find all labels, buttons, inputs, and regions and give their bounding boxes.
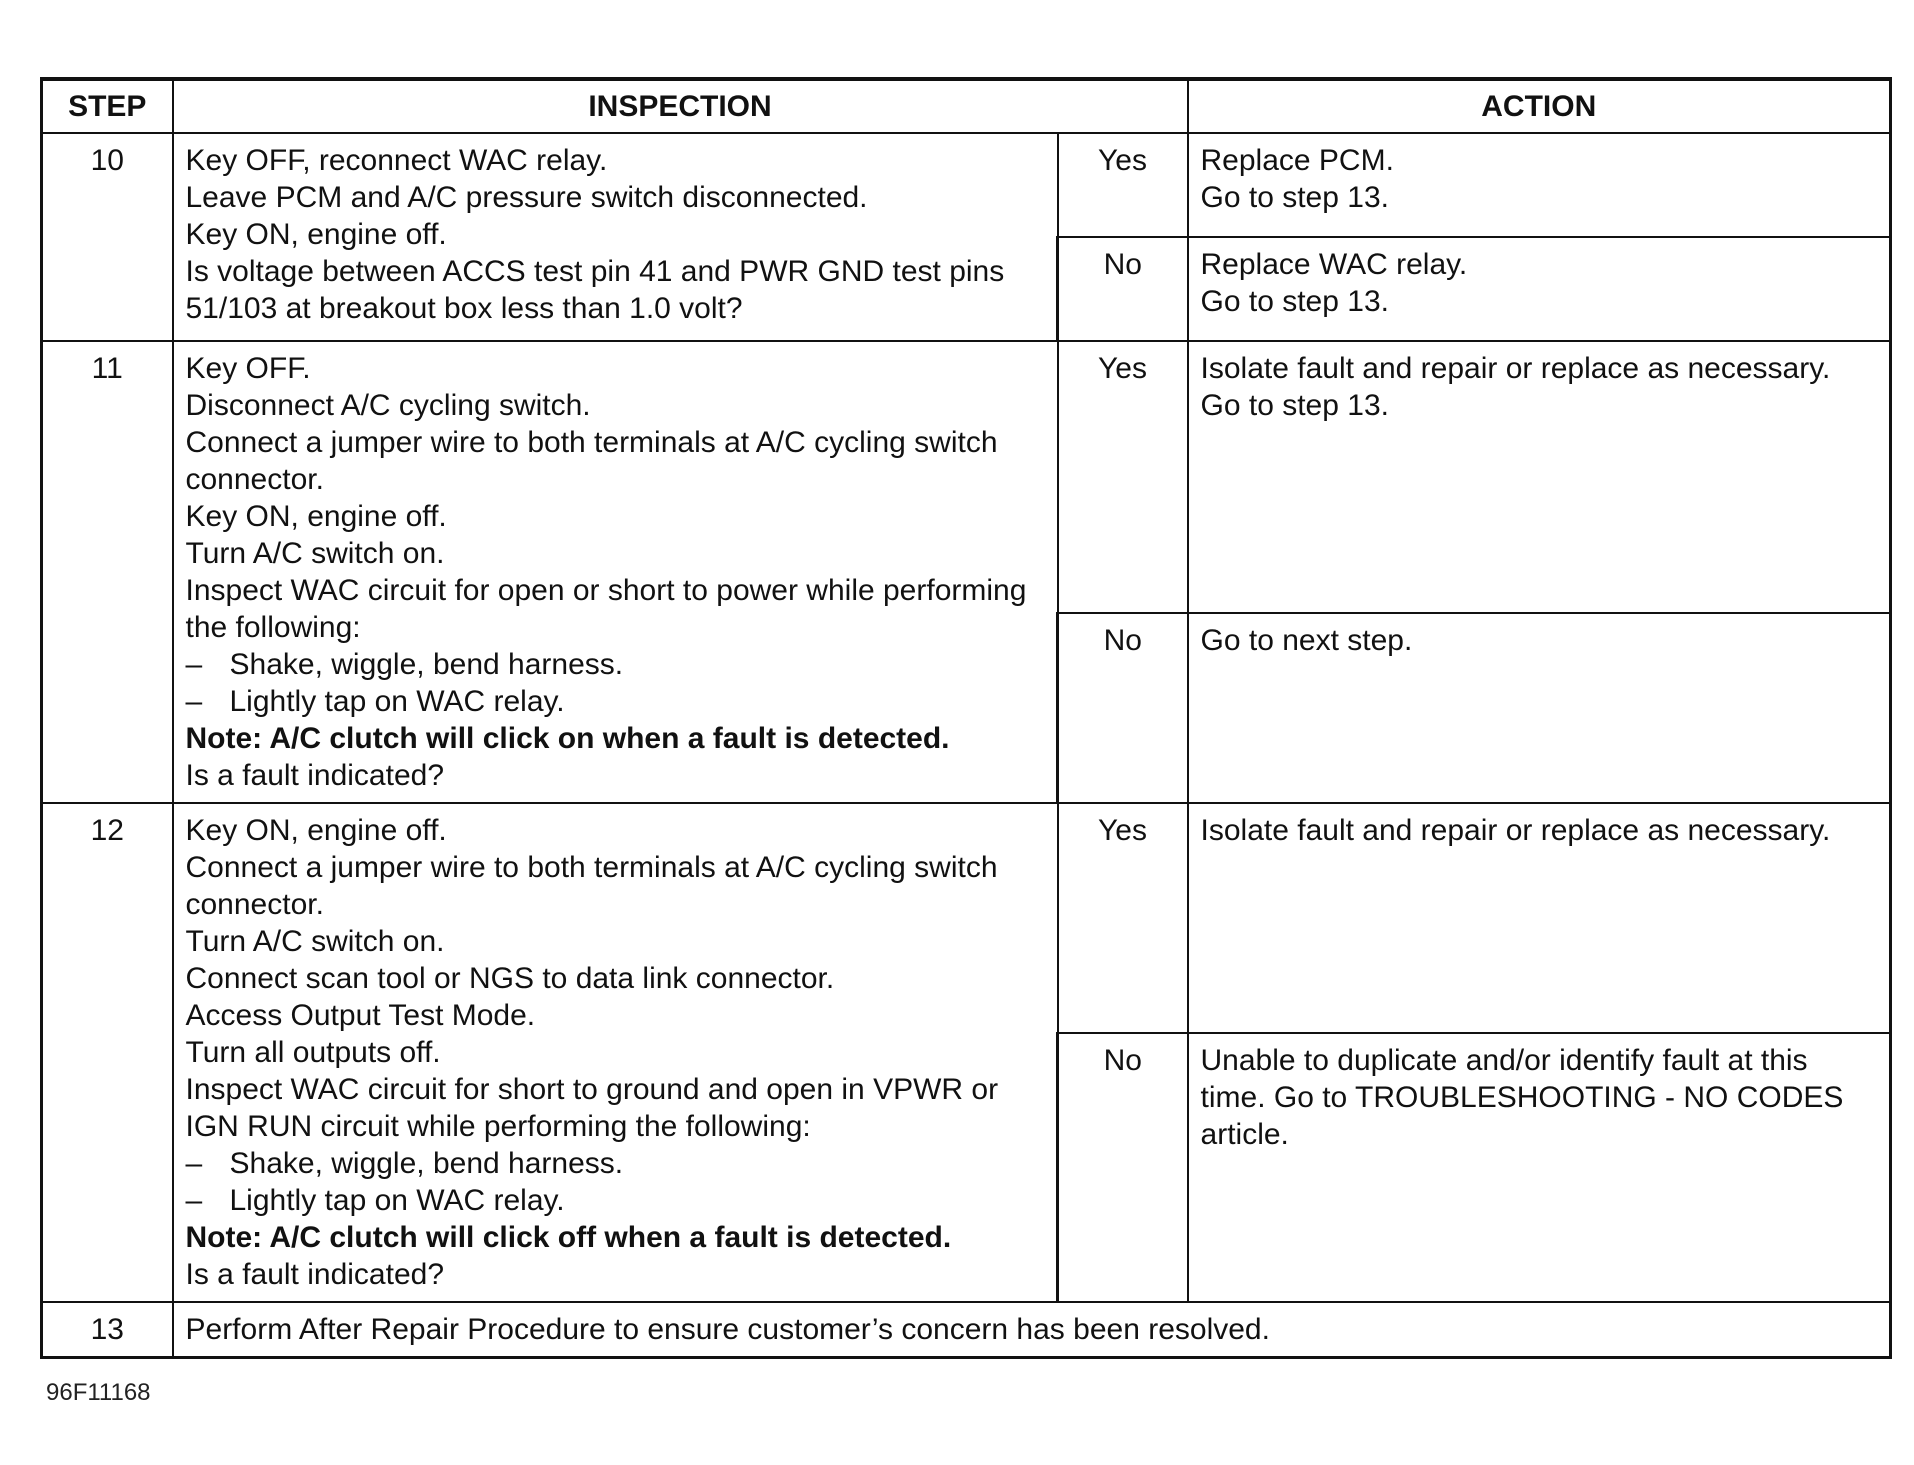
step-10-inspection bbox=[173, 133, 1058, 341]
step-12-row-yes bbox=[42, 803, 1891, 1033]
step-number: 10 bbox=[42, 133, 173, 341]
action-column-header: ACTION bbox=[1188, 79, 1891, 133]
step-column-header: STEP bbox=[42, 79, 173, 133]
bullet-item bbox=[186, 1145, 1045, 1182]
bullet-text: Shake, wiggle, bend harness. bbox=[229, 648, 624, 681]
inspection-line: Is voltage between ACCS test pin 41 and PWR GND test pins 51/103 at breakout box less than 1.0 volt? bbox=[185, 255, 1005, 325]
diagnostic-procedure-table bbox=[40, 77, 1892, 1359]
action-line: Go to next step. bbox=[1200, 624, 1413, 657]
action-line: Go to step 13. bbox=[1200, 181, 1389, 214]
inspection-line: Key ON, engine off. bbox=[185, 814, 447, 847]
header-row bbox=[42, 79, 1891, 133]
inspection-line: Key OFF, reconnect WAC relay. bbox=[185, 144, 608, 177]
step-number: 13 bbox=[42, 1302, 173, 1358]
step-number: 12 bbox=[42, 803, 173, 1302]
step-10-yes-action bbox=[1188, 133, 1891, 237]
inspection-question: Is a fault indicated? bbox=[185, 759, 445, 792]
inspection-line: Key OFF. bbox=[185, 352, 311, 385]
step-10-row-yes bbox=[42, 133, 1891, 237]
no-label: No bbox=[1058, 613, 1188, 803]
inspection-question: Is a fault indicated? bbox=[185, 1258, 445, 1291]
step-number: 11 bbox=[42, 341, 173, 803]
step-10-no-action bbox=[1188, 237, 1891, 341]
dash-bullet-icon: – bbox=[185, 1147, 203, 1180]
inspection-line: Leave PCM and A/C pressure switch disconnected. bbox=[185, 181, 868, 214]
action-line: Isolate fault and repair or replace as necessary. bbox=[1200, 814, 1831, 847]
inspection-line: Access Output Test Mode. bbox=[185, 999, 536, 1032]
bullet-item bbox=[186, 1182, 1045, 1219]
dash-bullet-icon: – bbox=[185, 648, 203, 681]
diagnostic-table-container bbox=[40, 77, 1889, 1359]
step-13-inspection: Perform After Repair Procedure to ensure customer’s concern has been resolved. bbox=[173, 1302, 1891, 1358]
step-11-row-yes bbox=[42, 341, 1891, 613]
step-11-no-action bbox=[1188, 613, 1891, 803]
bullet-item bbox=[186, 646, 1045, 683]
step-11-inspection bbox=[173, 341, 1058, 803]
inspection-line: Key ON, engine off. bbox=[185, 500, 447, 533]
action-line: Unable to duplicate and/or identify fault at this time. Go to TROUBLESHOOTING - NO CODES article. bbox=[1200, 1044, 1844, 1151]
step-13-row bbox=[42, 1302, 1891, 1358]
action-line: Go to step 13. bbox=[1200, 389, 1389, 422]
bullet-item bbox=[186, 683, 1045, 720]
step-12-no-action bbox=[1188, 1033, 1891, 1302]
figure-id: 96F11168 bbox=[46, 1379, 151, 1406]
inspection-line: Connect a jumper wire to both terminals at A/C cycling switch connector. bbox=[185, 426, 998, 496]
step-12-inspection bbox=[173, 803, 1058, 1302]
no-label: No bbox=[1058, 237, 1188, 341]
action-line: Go to step 13. bbox=[1200, 285, 1389, 318]
inspection-line: Turn A/C switch on. bbox=[185, 925, 445, 958]
dash-bullet-icon: – bbox=[185, 685, 203, 718]
inspection-line: Connect a jumper wire to both terminals at A/C cycling switch connector. bbox=[185, 851, 998, 921]
inspection-line: Disconnect A/C cycling switch. bbox=[185, 389, 591, 422]
inspection-line: Turn A/C switch on. bbox=[185, 537, 445, 570]
step-11-yes-action bbox=[1188, 341, 1891, 613]
yes-label: Yes bbox=[1058, 341, 1188, 613]
dash-bullet-icon: – bbox=[185, 1184, 203, 1217]
inspection-column-header: INSPECTION bbox=[173, 79, 1188, 133]
step-12-yes-action bbox=[1188, 803, 1891, 1033]
action-line: Isolate fault and repair or replace as necessary. bbox=[1200, 352, 1831, 385]
no-label: No bbox=[1058, 1033, 1188, 1302]
inspection-line: Inspect WAC circuit for open or short to power while performing the following: bbox=[185, 574, 1027, 644]
inspection-line: Inspect WAC circuit for short to ground and open in VPWR or IGN RUN circuit while performing the following: bbox=[185, 1073, 999, 1143]
action-line: Replace PCM. bbox=[1200, 144, 1394, 177]
bullet-text: Shake, wiggle, bend harness. bbox=[229, 1147, 624, 1180]
inspection-note: Note: A/C clutch will click off when a fault is detected. bbox=[185, 1221, 952, 1254]
bullet-text: Lightly tap on WAC relay. bbox=[229, 685, 565, 718]
action-line: Replace WAC relay. bbox=[1200, 248, 1468, 281]
inspection-line: Turn all outputs off. bbox=[185, 1036, 441, 1069]
inspection-line: Key ON, engine off. bbox=[185, 218, 447, 251]
yes-label: Yes bbox=[1058, 803, 1188, 1033]
inspection-line: Connect scan tool or NGS to data link connector. bbox=[185, 962, 835, 995]
bullet-text: Lightly tap on WAC relay. bbox=[229, 1184, 565, 1217]
yes-label: Yes bbox=[1058, 133, 1188, 237]
inspection-note: Note: A/C clutch will click on when a fault is detected. bbox=[185, 722, 950, 755]
